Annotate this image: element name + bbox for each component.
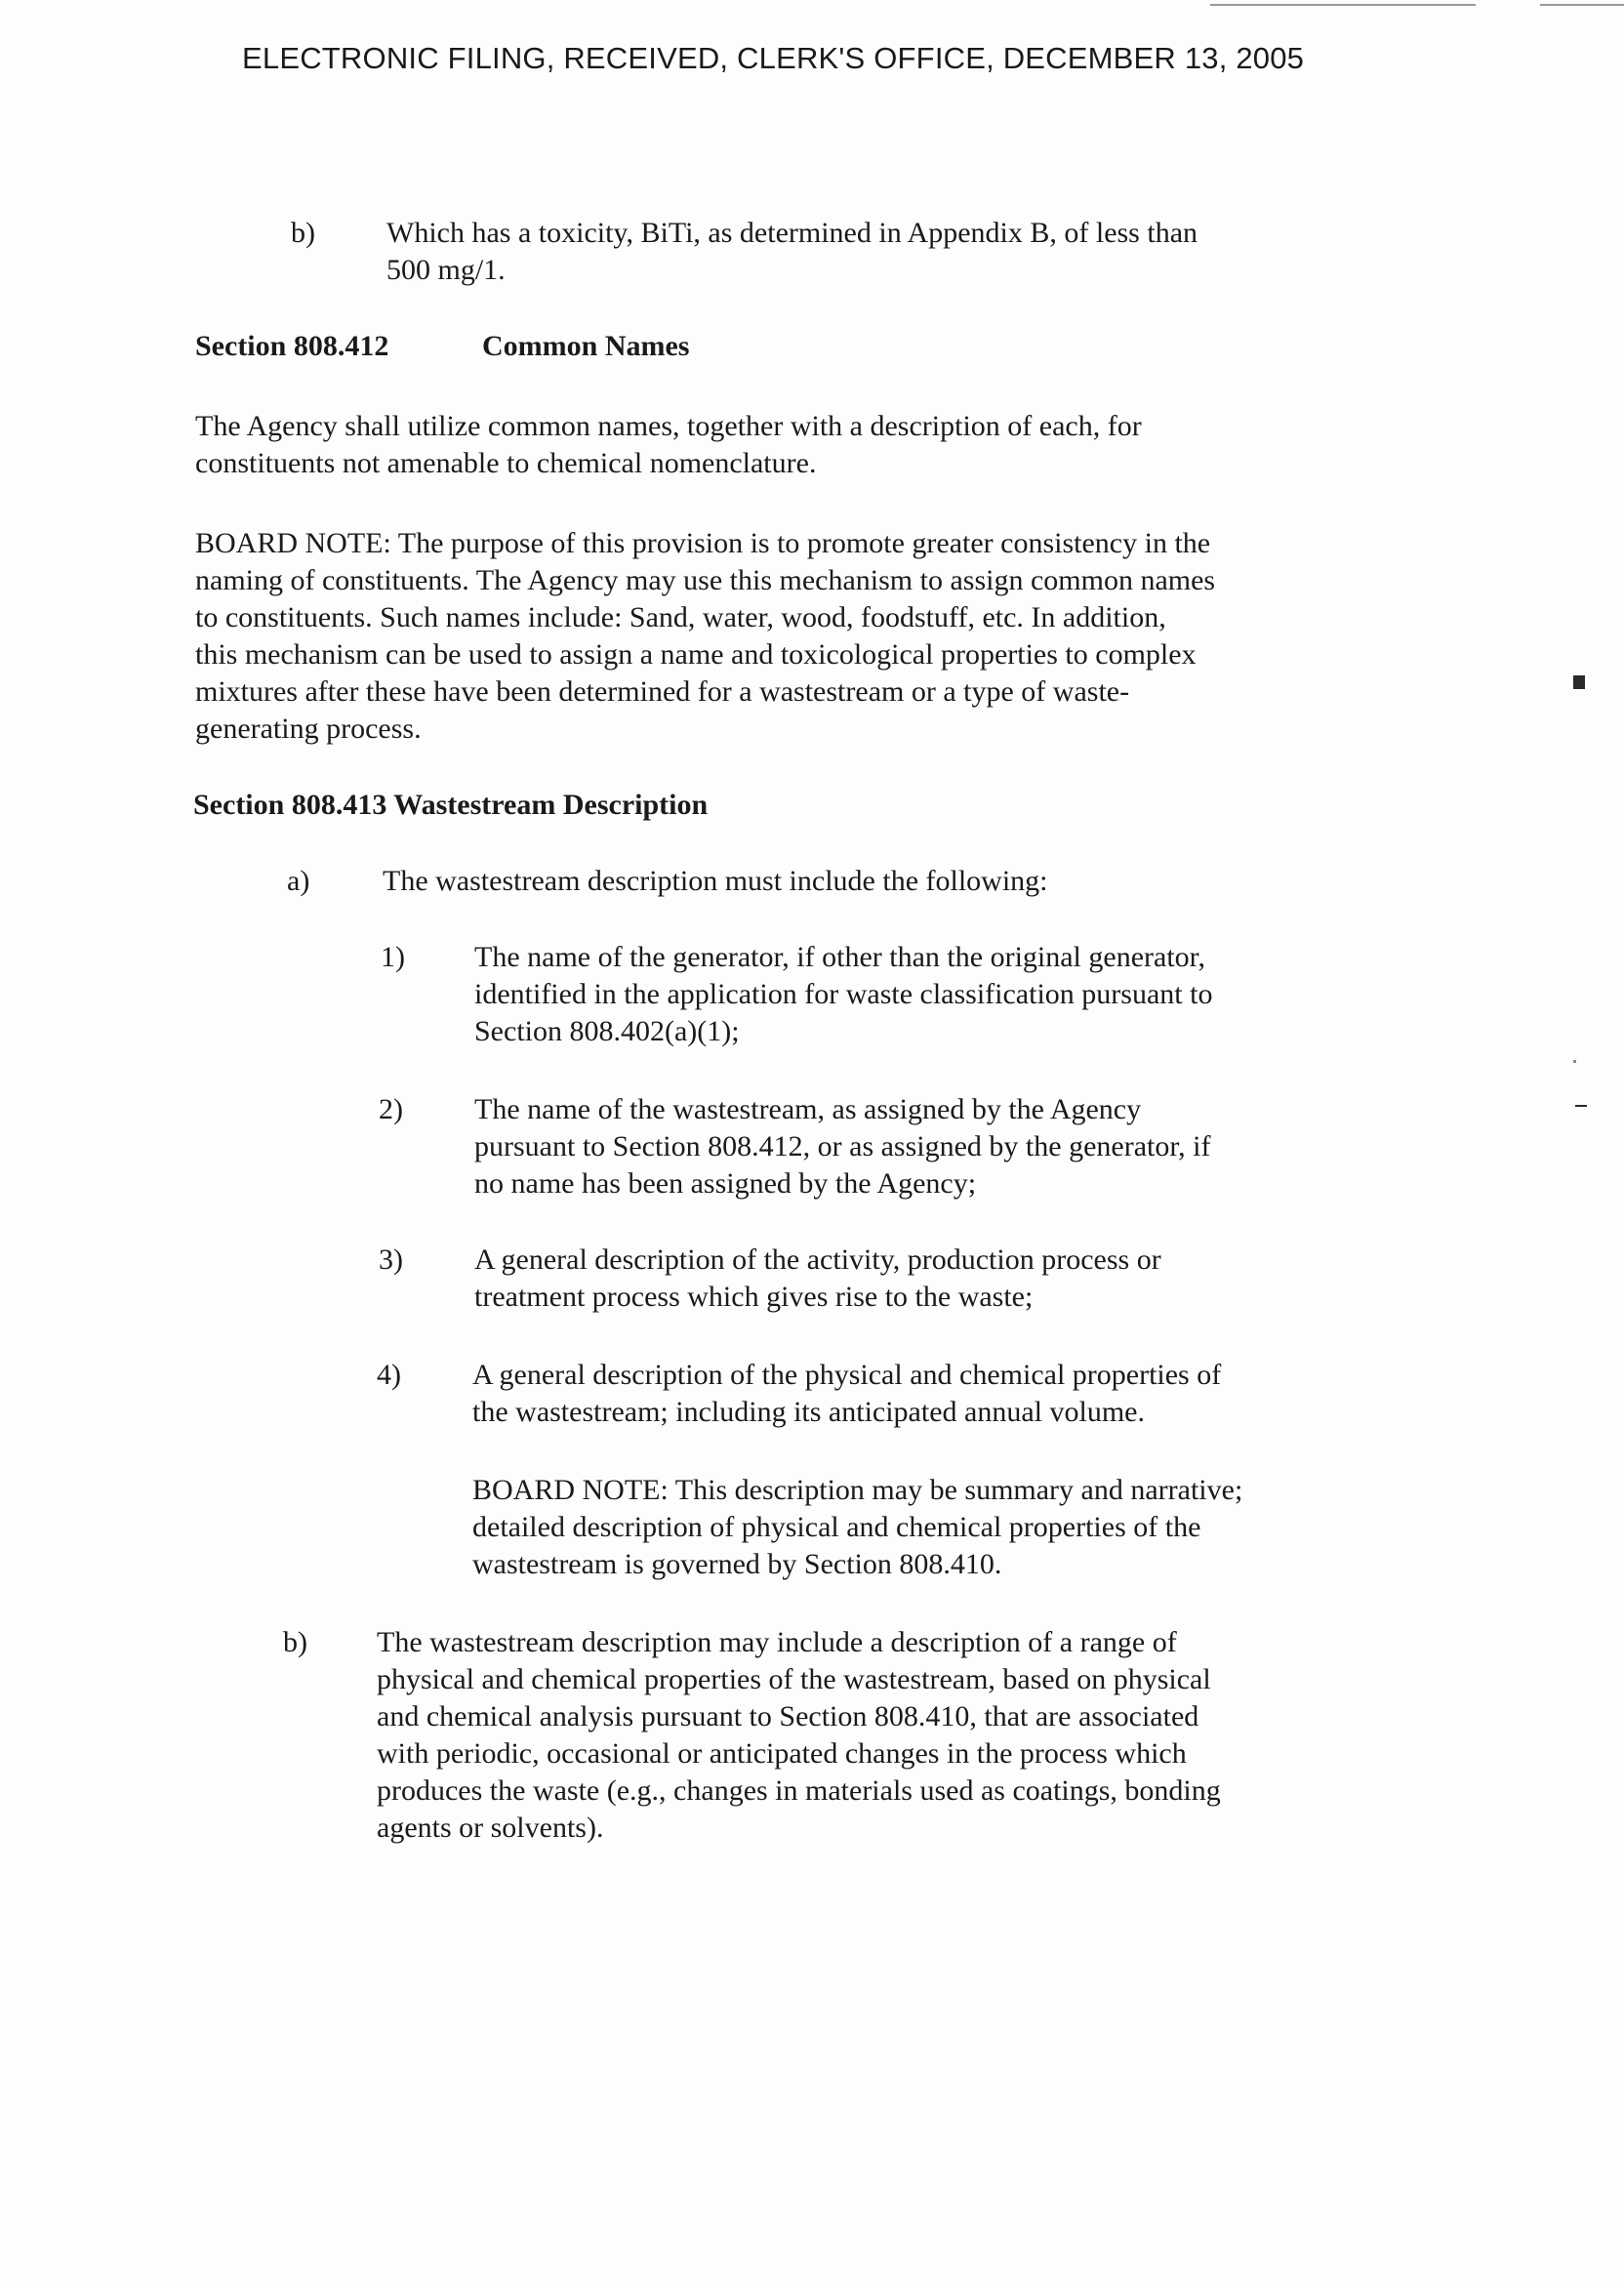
subitem-label: 1) [381, 941, 405, 973]
text-line: BOARD NOTE: This description may be summary and narrative; [472, 1474, 1243, 1506]
text-line: mixtures after these have been determined for a wastestream or a type of waste- [195, 675, 1130, 708]
item-label: a) [287, 865, 310, 897]
scan-speck [1575, 1105, 1587, 1107]
subitem-text [474, 1091, 1210, 1202]
text-line: the wastestream; including its anticipated annual volume. [472, 1396, 1145, 1428]
text-line: agents or solvents). [377, 1812, 604, 1844]
text-line: wastestream is governed by Section 808.410. [472, 1548, 1002, 1580]
subitem-label: 2) [379, 1093, 403, 1125]
text-line: A general description of the physical and chemical properties of [472, 1359, 1222, 1391]
text-line: naming of constituents. The Agency may use this mechanism to assign common names [195, 564, 1216, 596]
item-label: b) [283, 1626, 307, 1658]
board-note [195, 525, 1215, 748]
text-line: this mechanism can be used to assign a name and toxicological properties to complex [195, 638, 1197, 671]
scan-speck [1573, 675, 1585, 689]
item-label: b) [291, 217, 315, 249]
text-line: The name of the wastestream, as assigned by the Agency [474, 1093, 1142, 1125]
scan-rule-line [1210, 4, 1476, 6]
text-line: physical and chemical properties of the wastestream, based on physical [377, 1663, 1211, 1695]
text-line: Which has a toxicity, BiTi, as determined in Appendix B, of less than [386, 217, 1198, 249]
board-note [472, 1472, 1242, 1583]
text-line: The name of the generator, if other than the original generator, [474, 941, 1205, 973]
item-text [377, 1624, 1221, 1847]
text-line: with periodic, occasional or anticipated changes in the process which [377, 1737, 1187, 1770]
text-line: BOARD NOTE: The purpose of this provision is to promote greater consistency in the [195, 527, 1211, 559]
section-title: Common Names [482, 330, 690, 362]
item-text: The wastestream description must include the following: [383, 865, 1048, 897]
subitem-label: 3) [379, 1243, 403, 1276]
text-line: The Agency shall utilize common names, together with a description of each, for [195, 410, 1142, 442]
filing-stamp-header: ELECTRONIC FILING, RECEIVED, CLERK'S OFFICE, DECEMBER 13, 2005 [242, 41, 1305, 75]
text-line: identified in the application for waste classification pursuant to [474, 978, 1213, 1010]
text-line: produces the waste (e.g., changes in materials used as coatings, bonding [377, 1774, 1221, 1807]
subitem-label: 4) [377, 1359, 401, 1391]
section-number: Section 808.412 [195, 330, 389, 362]
scan-rule-line [1540, 4, 1624, 6]
text-line: A general description of the activity, production process or [474, 1243, 1161, 1276]
subitem-text [472, 1357, 1221, 1431]
text-line: generating process. [195, 713, 422, 745]
text-line: pursuant to Section 808.412, or as assigned by the generator, if [474, 1130, 1211, 1162]
text-line: treatment process which gives rise to the waste; [474, 1281, 1034, 1313]
text-line: The wastestream description may include a description of a range of [377, 1626, 1177, 1658]
item-text [386, 215, 1198, 289]
scan-speck [1573, 1060, 1576, 1063]
subitem-text [474, 939, 1212, 1050]
text-line: detailed description of physical and chemical properties of the [472, 1511, 1201, 1543]
text-line: no name has been assigned by the Agency; [474, 1167, 977, 1200]
section-paragraph [195, 408, 1142, 482]
section-heading: Section 808.413 Wastestream Description [193, 789, 709, 821]
text-line: Section 808.402(a)(1); [474, 1015, 740, 1047]
text-line: and chemical analysis pursuant to Section 808.410, that are associated [377, 1700, 1199, 1732]
text-line: constituents not amenable to chemical nomenclature. [195, 447, 817, 479]
subitem-text [474, 1242, 1161, 1316]
text-line: to constituents. Such names include: Sand, water, wood, foodstuff, etc. In addition, [195, 601, 1166, 633]
text-line: 500 mg/1. [386, 254, 506, 286]
